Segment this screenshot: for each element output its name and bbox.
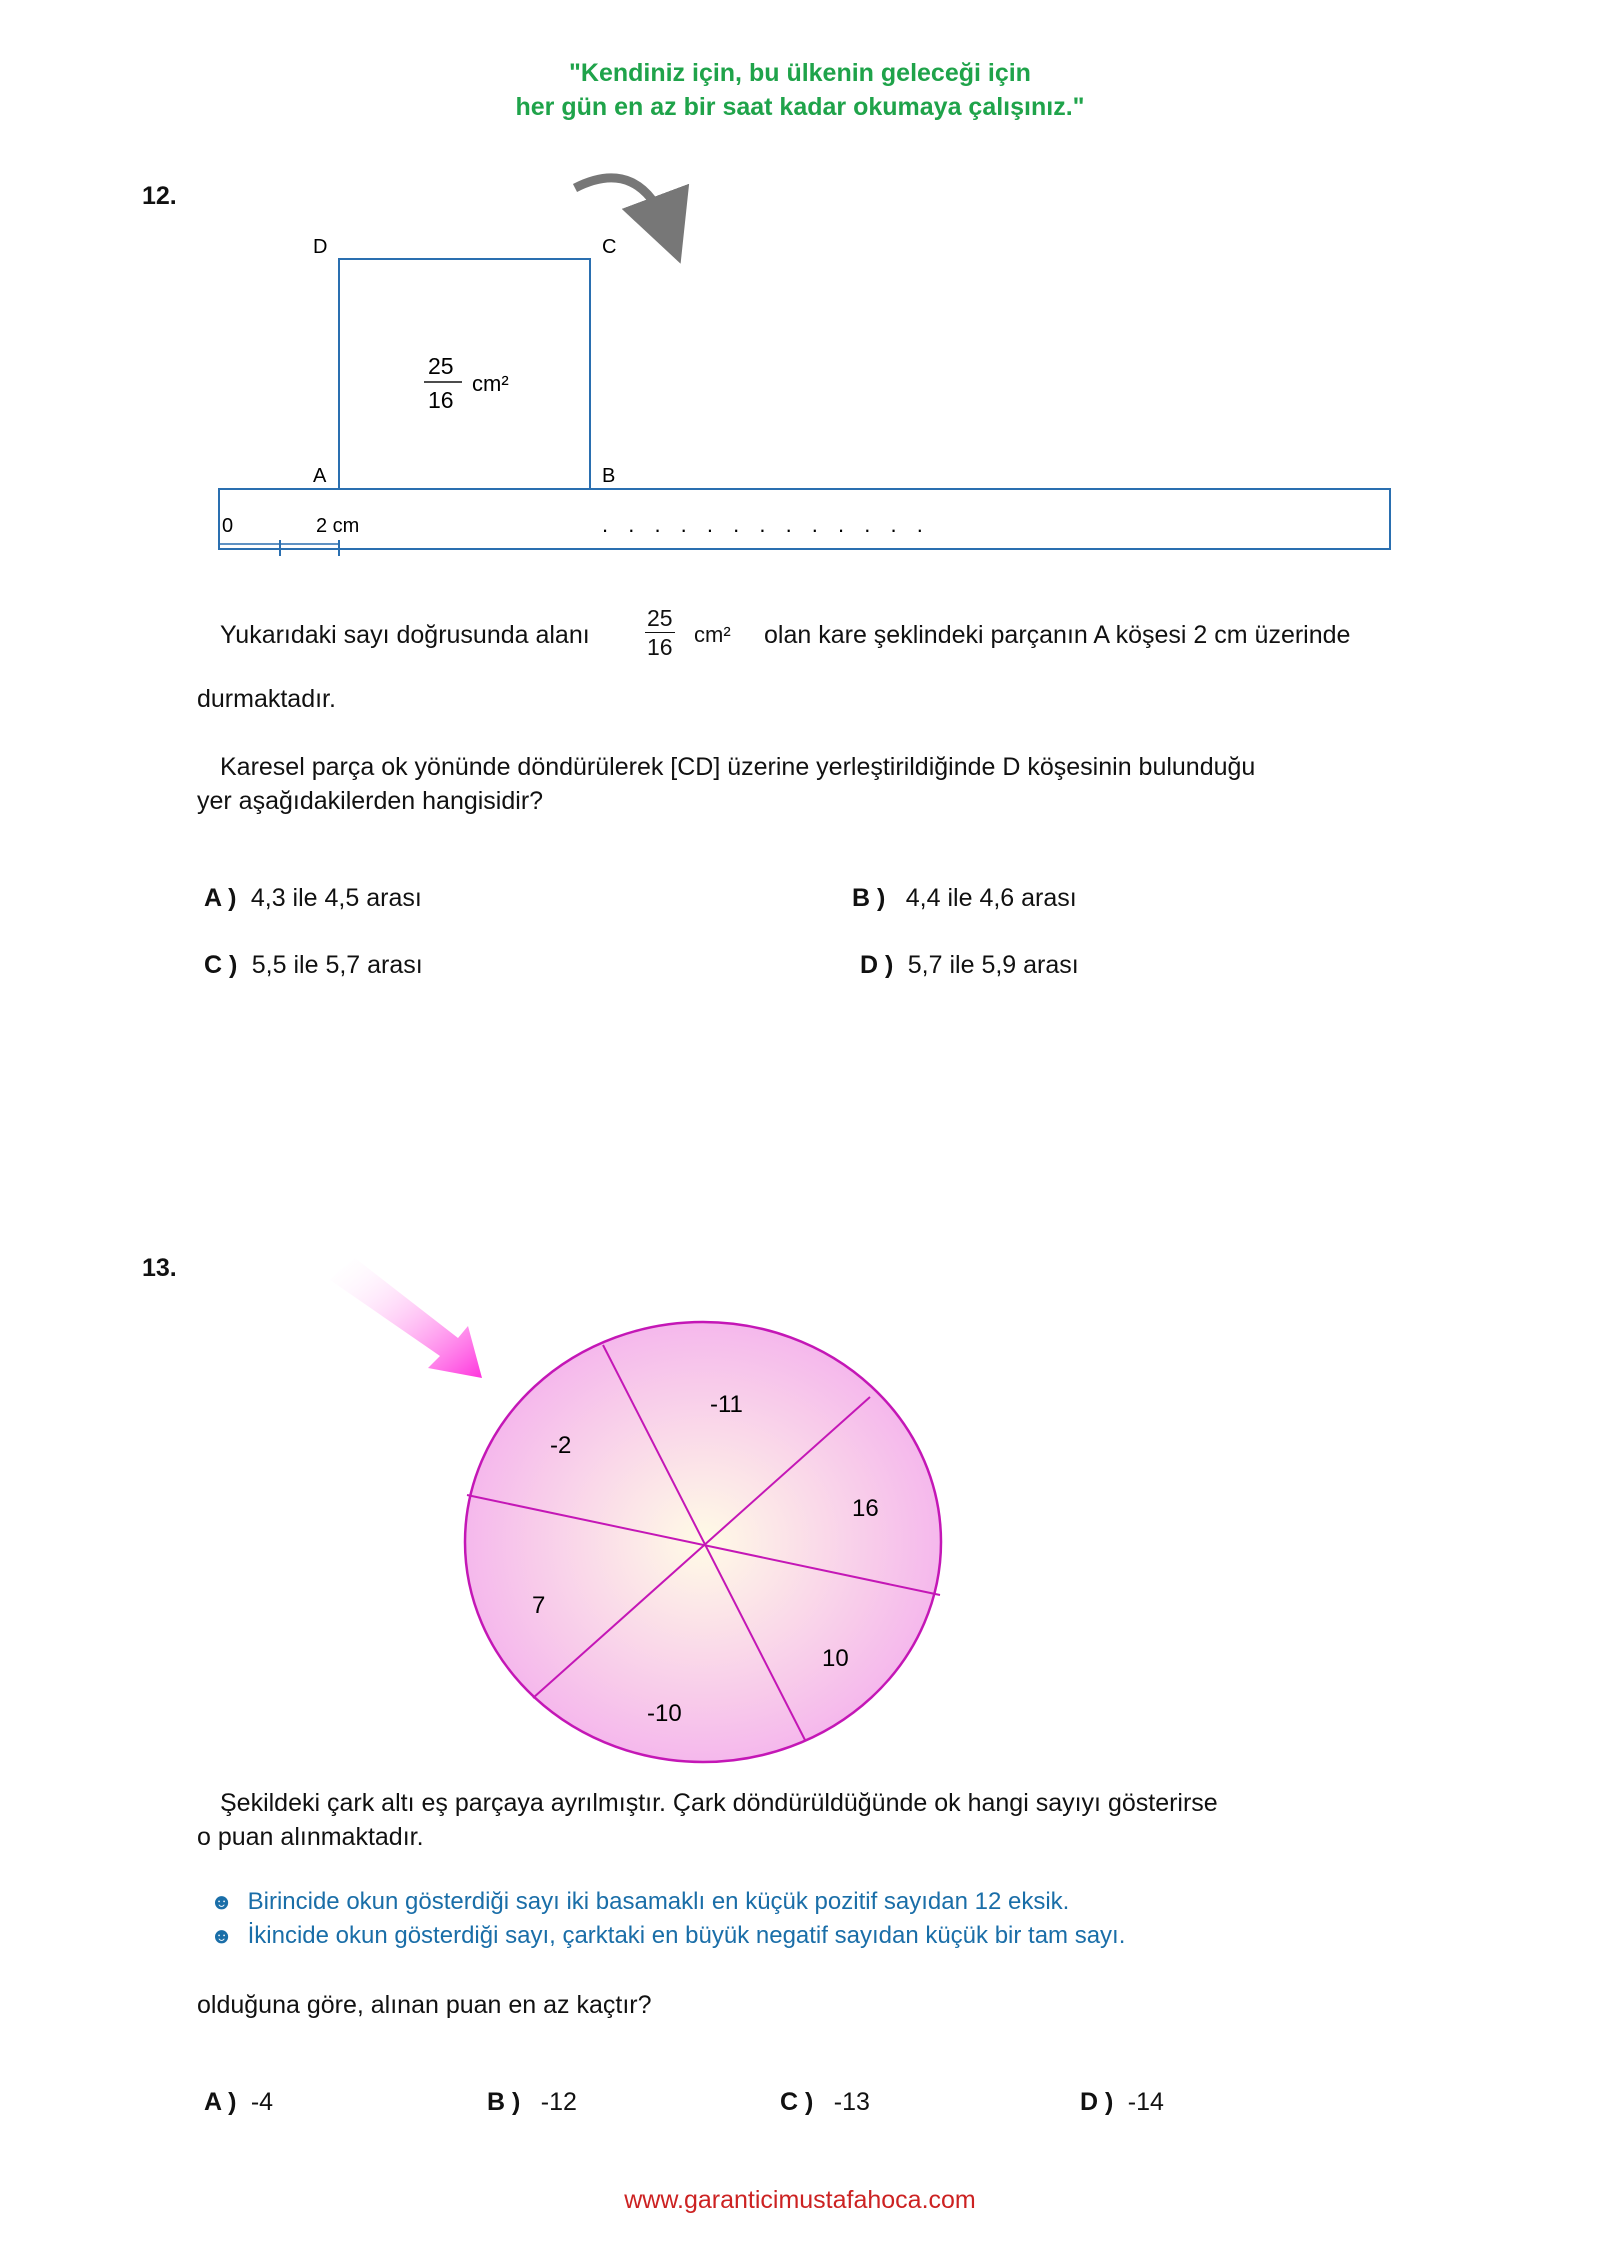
dots-label: . . . . . . . . . . . . .	[602, 512, 930, 537]
option-letter: C )	[780, 2088, 814, 2116]
area-denominator: 16	[428, 387, 454, 413]
q13-option-a[interactable]	[204, 2088, 273, 2117]
option-text: 4,4 ile 4,6 arası	[905, 884, 1077, 912]
q13-bullet-2	[210, 1922, 1125, 1950]
option-letter: A )	[204, 884, 237, 912]
option-letter: B )	[487, 2088, 521, 2116]
q12-option-d[interactable]	[860, 951, 1079, 980]
pointer-arrow-icon	[330, 1258, 482, 1378]
motivational-quote	[0, 56, 1600, 124]
para1-pre: Yukarıdaki sayı doğrusunda alanı	[220, 621, 590, 649]
square-piece	[339, 259, 590, 489]
q12-option-b[interactable]	[852, 884, 1077, 913]
option-text: 5,5 ile 5,7 arası	[251, 951, 423, 979]
option-letter: D )	[1080, 2088, 1114, 2116]
option-letter: B )	[852, 884, 886, 912]
spinner-wheel-figure	[300, 1250, 1000, 1780]
q12-option-c[interactable]	[204, 951, 423, 980]
inline-fraction	[645, 604, 675, 661]
bullet-text: İkincide okun gösterdiği sayı, çarktaki en büyük negatif sayıdan küçük bir tam sayı.	[247, 1922, 1126, 1949]
option-text: -4	[250, 2088, 274, 2116]
wheel-value: -2	[550, 1432, 572, 1459]
wheel-value: -10	[647, 1700, 682, 1727]
inline-unit: cm²	[694, 622, 731, 647]
area-unit: cm²	[472, 371, 509, 396]
quote-line-2: her gün en az bir saat kadar okumaya çalışınız."	[515, 93, 1085, 121]
para2-line-2: yer aşağıdakilerden hangisidir?	[197, 787, 544, 815]
inline-fraction-denominator: 16	[647, 634, 673, 660]
question-number-12: 12.	[142, 182, 177, 210]
question-number-13: 13.	[142, 1254, 177, 1282]
quote-line-1: "Kendiniz için, bu ülkenin geleceği için	[569, 59, 1031, 87]
inline-fraction-numerator: 25	[647, 605, 673, 631]
option-letter: A )	[204, 2088, 237, 2116]
wheel-value: 7	[532, 1592, 546, 1619]
q13-option-c[interactable]	[780, 2088, 870, 2117]
q13-para-line-2: o puan alınmaktadır.	[197, 1823, 424, 1851]
corner-a-label: A	[313, 465, 327, 487]
para1-post: olan kare şeklindeki parçanın A köşesi 2 cm üzerinde	[764, 621, 1351, 649]
option-letter: D )	[860, 951, 894, 979]
option-text: 4,3 ile 4,5 arası	[250, 884, 422, 912]
zero-label: 0	[222, 515, 234, 537]
option-text: -13	[833, 2088, 870, 2116]
q13-closing: olduğuna göre, alınan puan en az kaçtır?	[197, 1991, 652, 2019]
q12-paragraph-1	[220, 618, 590, 652]
rotation-arrow-icon	[575, 178, 668, 230]
para1-line-2: durmaktadır.	[197, 685, 336, 713]
q13-bullet-1	[210, 1888, 1069, 1916]
q13-option-d[interactable]	[1080, 2088, 1164, 2117]
q12-option-a[interactable]	[204, 884, 422, 913]
area-numerator: 25	[428, 353, 454, 379]
smiley-icon: ☻	[210, 1923, 234, 1948]
corner-d-label: D	[313, 236, 328, 258]
q13-para-line-1: Şekildeki çark altı eş parçaya ayrılmıştır. Çark döndürüldüğünde ok hangi sayıyı gösterirse	[220, 1789, 1218, 1817]
corner-c-label: C	[602, 236, 617, 258]
wheel-value: 10	[822, 1645, 849, 1672]
option-letter: C )	[204, 951, 238, 979]
number-line-square-figure	[0, 160, 1600, 580]
option-text: -12	[540, 2088, 577, 2116]
smiley-icon: ☻	[210, 1889, 234, 1914]
option-text: -14	[1127, 2088, 1164, 2116]
corner-b-label: B	[602, 465, 616, 487]
wheel-value: -11	[710, 1391, 743, 1418]
two-cm-label: 2 cm	[316, 515, 360, 537]
footer-website-link[interactable]: www.garanticimustafahoca.com	[624, 2186, 976, 2214]
bullet-text: Birincide okun gösterdiği sayı iki basamaklı en küçük pozitif sayıdan 12 eksik.	[247, 1888, 1070, 1915]
para2-line-1: Karesel parça ok yönünde döndürülerek [CD] üzerine yerleştirildiğinde D köşesinin bulunduğu	[220, 753, 1256, 781]
option-text: 5,7 ile 5,9 arası	[907, 951, 1079, 979]
q13-option-b[interactable]	[487, 2088, 577, 2117]
wheel-value: 16	[852, 1495, 879, 1522]
